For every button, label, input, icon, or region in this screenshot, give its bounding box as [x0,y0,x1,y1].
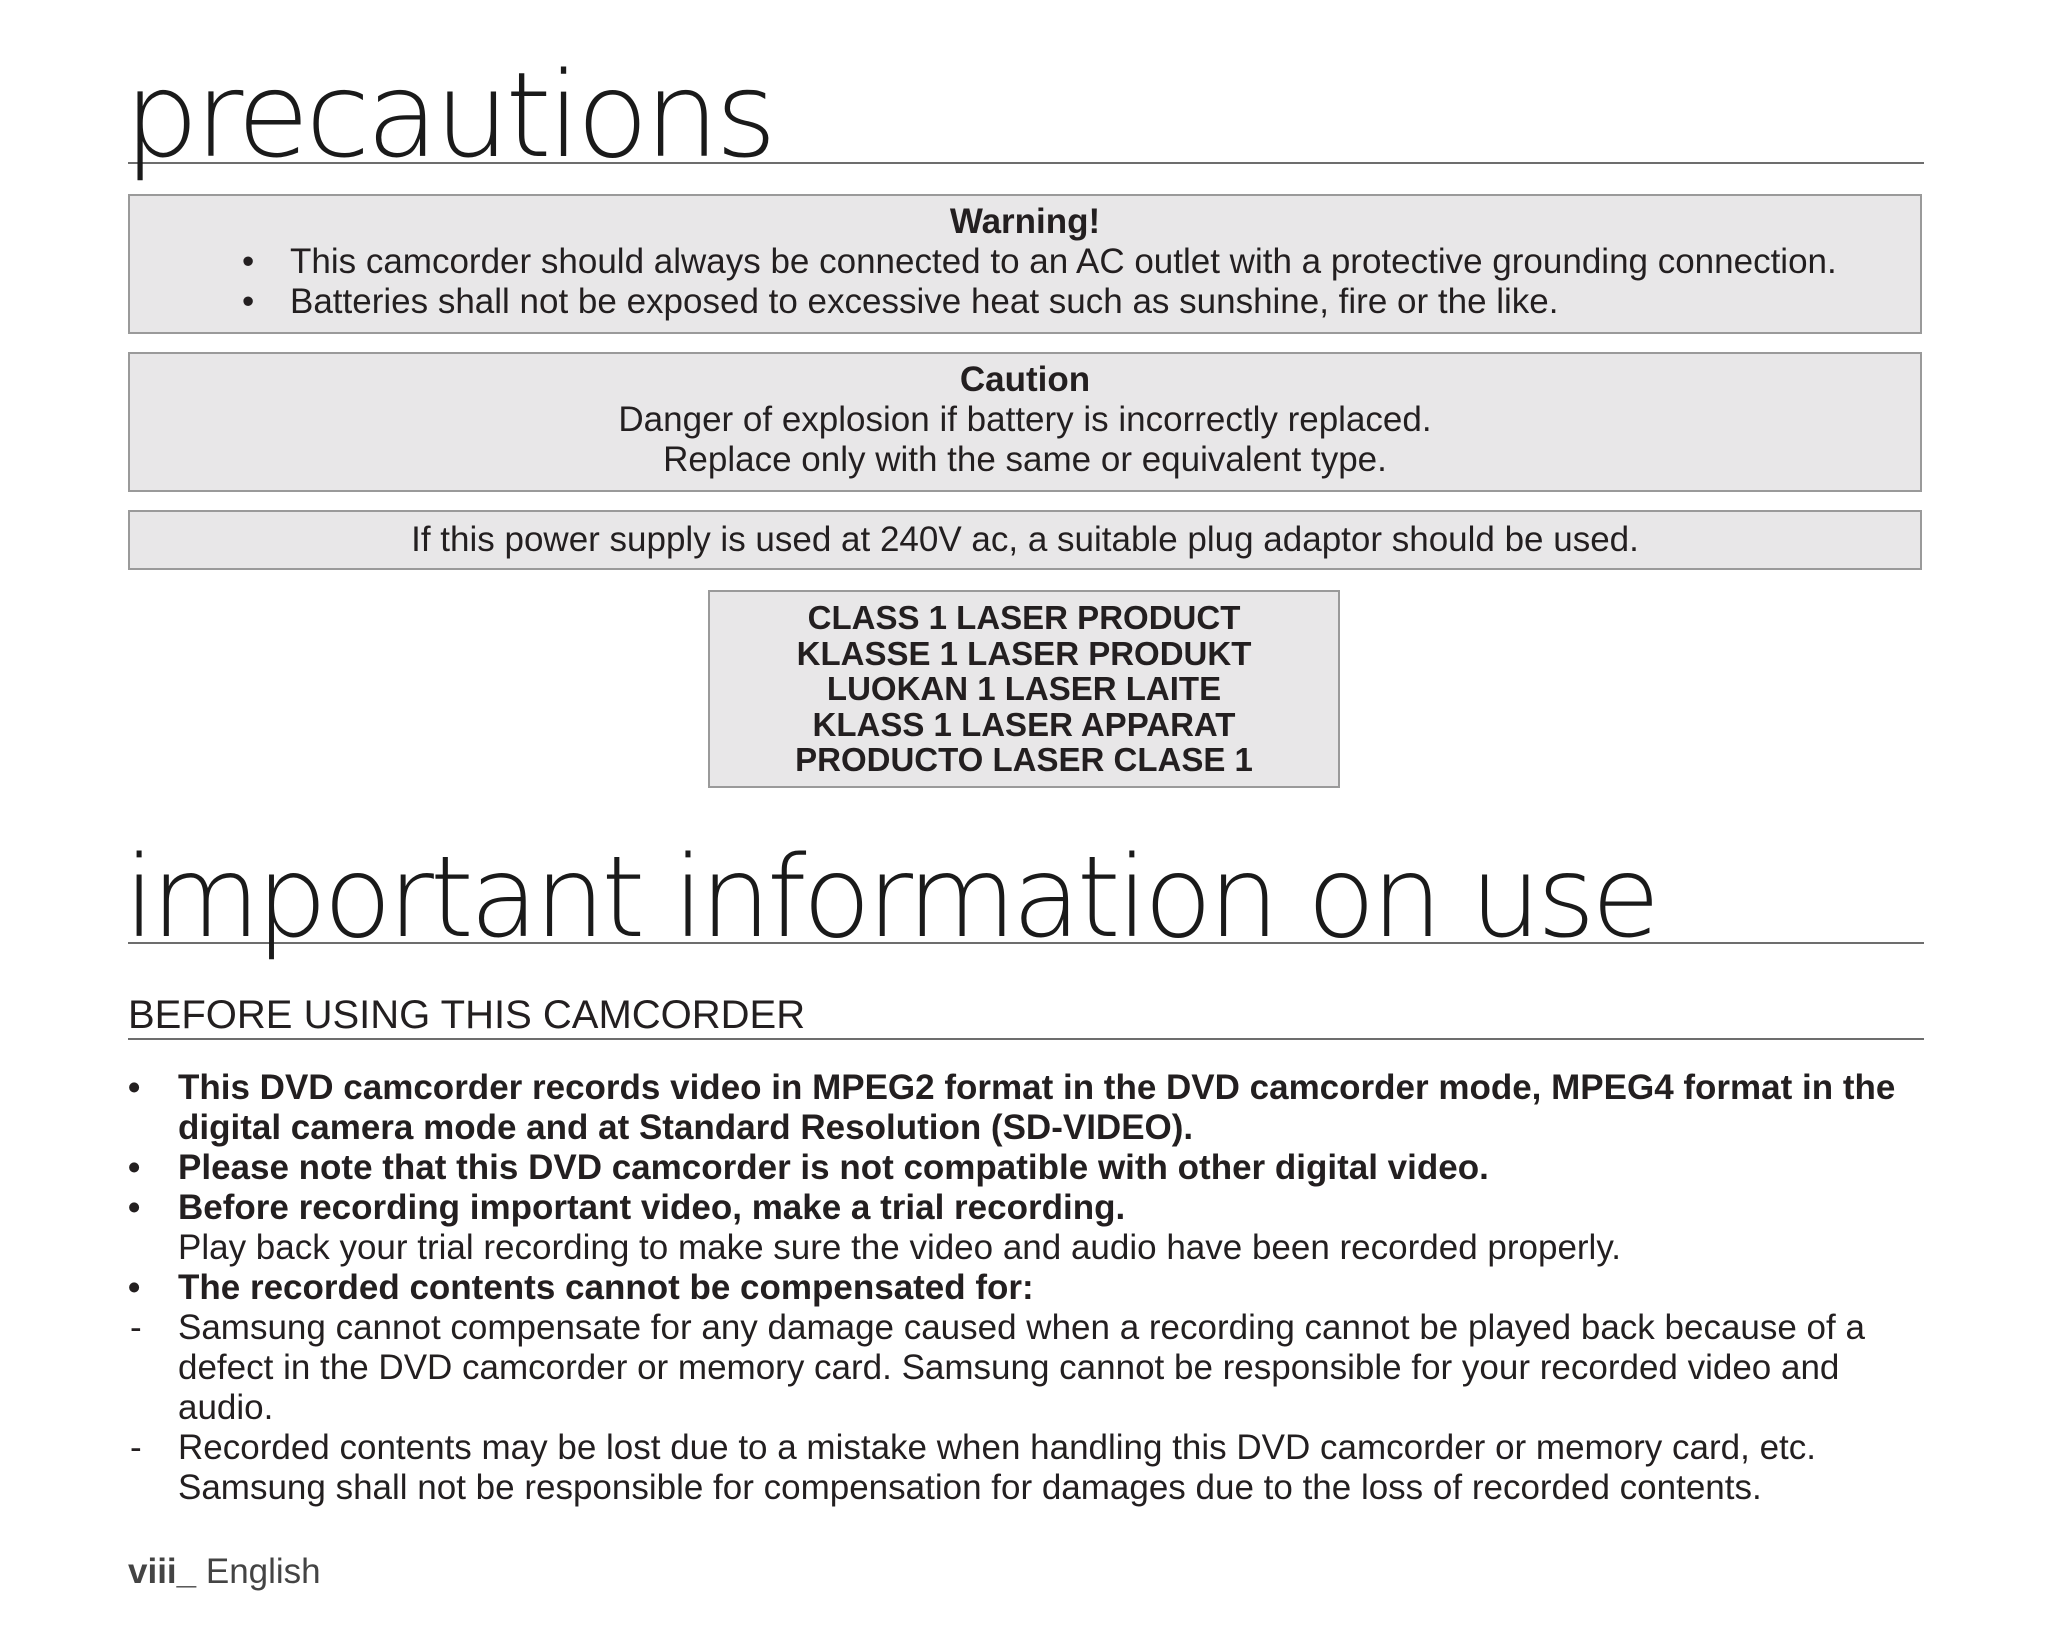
list-item: • This DVD camcorder records video in MPEG2 format in the DVD camcorder mode, MPEG4 format in the digital camera mode and at Standard Resolution (SD-VIDEO). [128,1068,1924,1148]
warning-title: Warning! [949,202,1101,241]
power-notice-box [128,510,1922,570]
caution-box [128,352,1922,492]
warning-item: • This camcorder should always be connected to an AC outlet with a protective grounding connection. [242,242,1920,282]
caution-title: Caution [959,360,1091,399]
laser-line: PRODUCTO LASER CLASE 1 [795,741,1253,778]
laser-line: KLASSE 1 LASER PRODUKT [796,634,1252,672]
list-item: • Before recording important video, make a trial recording. [128,1188,1924,1228]
list-item-detail: Play back your trial recording to make sure the video and audio have been recorded properly. [178,1228,1621,1267]
power-notice-text: If this power supply is used at 240V ac, a suitable plug adaptor should be used. [411,520,1639,559]
caution-line: Replace only with the same or equivalent type. [663,440,1387,479]
laser-label-box [708,590,1340,788]
warning-box [128,194,1922,334]
usage-notes-list [128,1068,1924,1508]
section-subheading: BEFORE USING THIS CAMCORDER [128,992,1924,1040]
caution-line: Danger of explosion if battery is incorrectly replaced. [618,400,1432,439]
precautions-heading: precautions [128,62,1924,164]
list-item: • Please note that this DVD camcorder is not compatible with other digital video. [128,1148,1924,1188]
page-number: viii_ [128,1552,197,1591]
list-item: • The recorded contents cannot be compensated for: [128,1268,1924,1308]
laser-line: CLASS 1 LASER PRODUCT [807,599,1241,636]
laser-line: LUOKAN 1 LASER LAITE [826,670,1222,707]
footer-language: English [205,1552,321,1591]
important-info-heading: important information on use [128,848,1924,944]
laser-line: KLASS 1 LASER APPARAT [812,705,1236,743]
page-footer [128,1552,321,1592]
warning-item: • Batteries shall not be exposed to excessive heat such as sunshine, fire or the like. [242,282,1920,322]
list-subitem: - Recorded contents may be lost due to a mistake when handling this DVD camcorder or memory card, etc. Samsung shall not be responsible for compensation for damages due to the loss of recorded contents. [128,1428,1924,1508]
warning-list [130,242,1920,322]
list-subitem: - Samsung cannot compensate for any damage caused when a recording cannot be played back because of a defect in the DVD camcorder or memory card. Samsung cannot be responsible for your recorded video and audio. [128,1308,1924,1428]
